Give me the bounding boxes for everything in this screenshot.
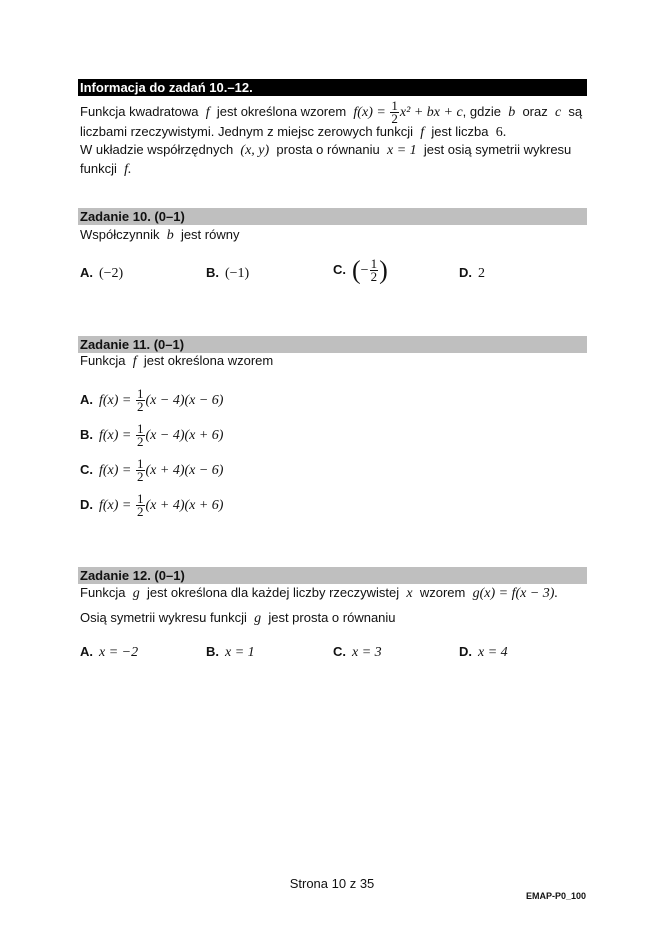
task10-option-c[interactable]: C. (− $\frac{1}{2}$ ) [333,255,388,285]
page-number: Strona 10 z 35 [289,876,375,891]
task12-option-a[interactable]: A. x = −2 [80,644,139,660]
task12-line-2: Osią symetrii wykresu funkcji g jest prosta o równaniu [80,610,396,626]
task10-option-a[interactable]: A. (−2) [80,265,124,281]
task12-option-c[interactable]: C. x = 3 [333,644,382,660]
info-line-1: Funkcja kwadratowa f jest określona wzorem f(x) = $\frac{1}{2}$ x² + bx + c, gdzie b oraz c są [80,98,583,126]
task11-option-c[interactable]: C. f(x) = $\frac{1}{2}$ (x + 4)(x − 6) [80,456,224,484]
task12-option-b[interactable]: B. x = 1 [206,644,255,660]
task11-option-b[interactable]: B. f(x) = $\frac{1}{2}$ (x − 4)(x + 6) [80,421,224,449]
document-code: EMAP-P0_100 [525,891,586,901]
task10-heading: Zadanie 10. (0–1) [78,208,587,225]
info-fraction: $\frac{1}{2}$ [391,98,398,126]
task10-option-d[interactable]: D. 2 [459,265,485,281]
task12-line-1: Funkcja g jest określona dla każdej liczby rzeczywistej x wzorem g(x) = f(x − 3). [80,585,558,601]
task12-option-d[interactable]: D. x = 4 [459,644,508,660]
task10-option-b[interactable]: B. (−1) [206,265,250,281]
task10-question: Współczynnik b jest równy [80,227,240,243]
info-heading: Informacja do zadań 10.–12. [78,79,587,96]
task11-option-a[interactable]: A. f(x) = $\frac{1}{2}$ (x − 4)(x − 6) [80,386,224,414]
task11-question: Funkcja f jest określona wzorem [80,353,274,369]
task12-heading: Zadanie 12. (0–1) [78,567,587,584]
info-line-2: liczbami rzeczywistymi. Jednym z miejsc zerowych funkcji f jest liczba 6. [80,124,507,140]
task11-heading: Zadanie 11. (0–1) [78,336,587,353]
info-line-3: W układzie współrzędnych (x, y) prosta o równaniu x = 1 jest osią symetrii wykresu [80,142,572,158]
info-line-4: funkcji f. [80,161,132,177]
task11-option-d[interactable]: D. f(x) = $\frac{1}{2}$ (x + 4)(x + 6) [80,491,224,519]
